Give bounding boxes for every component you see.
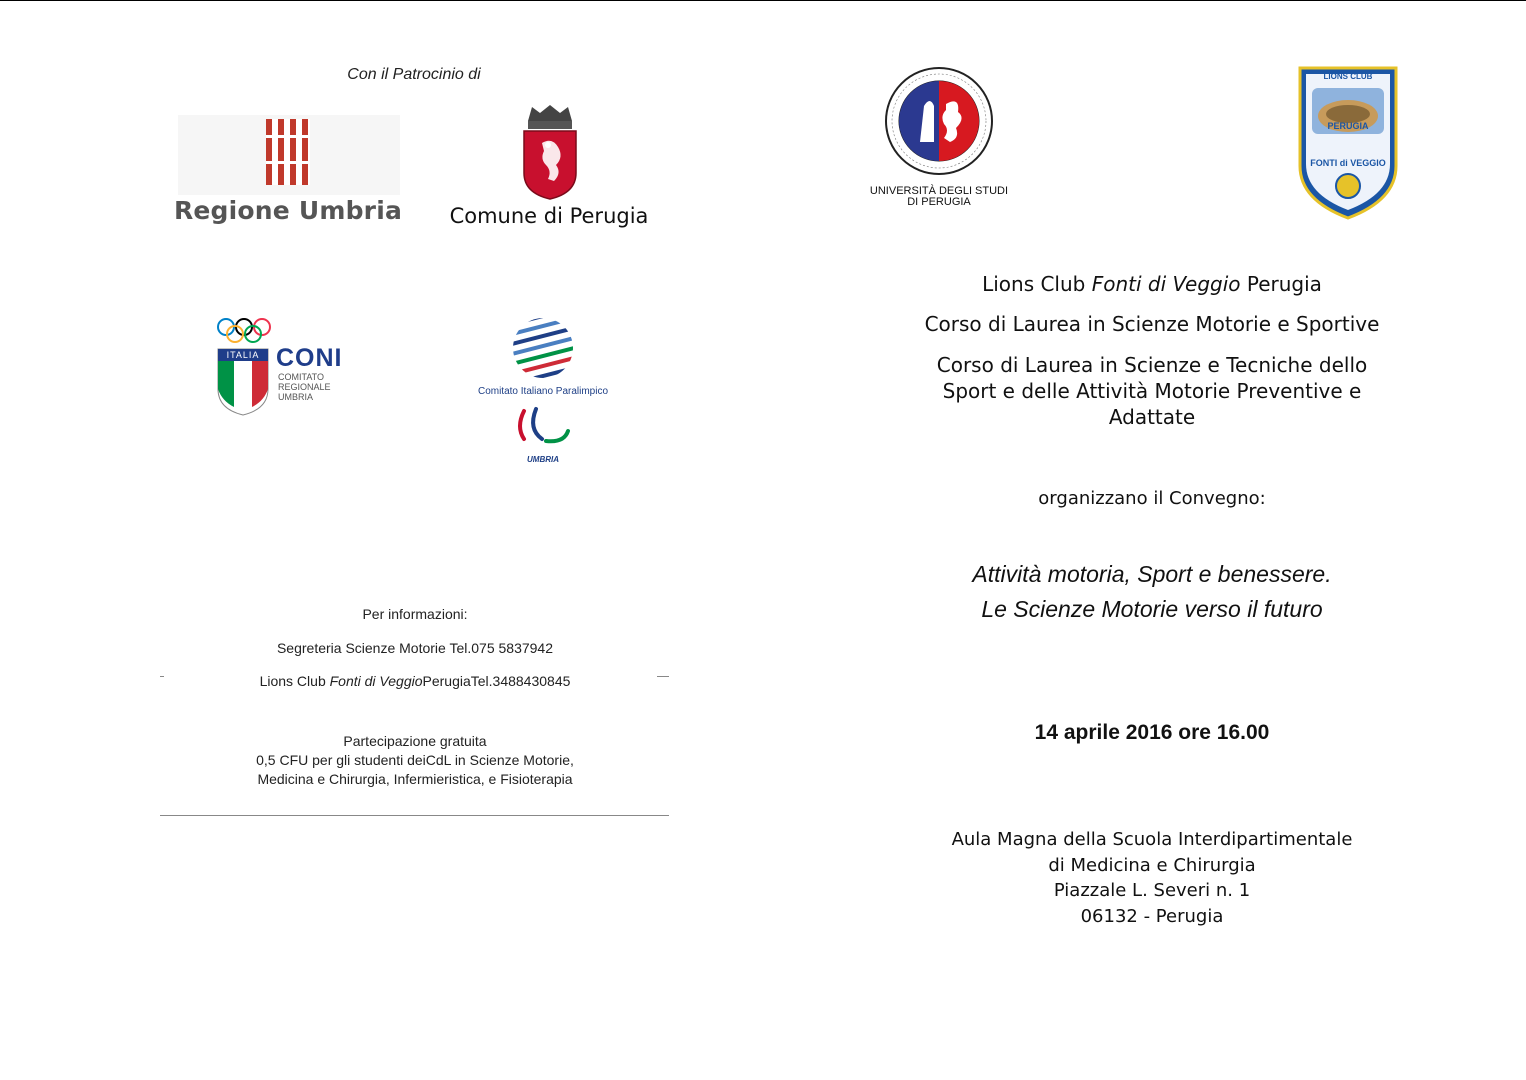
perugia-crest-icon (518, 103, 582, 201)
participation-info (160, 732, 670, 789)
organizer-corso-line: Adattate (1108, 405, 1196, 429)
coni-brand: CONI (276, 344, 343, 372)
coni-subtitle-line: UMBRIA (278, 392, 314, 402)
organizer-lions-suffix: Perugia (1240, 272, 1322, 296)
info-lions-italic: Fonti di Veggio (329, 673, 423, 689)
lions-club-badge (1298, 66, 1398, 220)
organizer-corso-scienze-motorie: Corso di Laurea in Scienze Motorie e Sportive (924, 312, 1380, 336)
university-caption-line: UNIVERSITÀ DEGLI STUDI (869, 185, 1009, 197)
top-border (0, 0, 1526, 1)
info-lions-suffix: PerugiaTel.3488430845 (422, 673, 571, 689)
convegno-title-line: Attività motoria, Sport e benessere. (972, 561, 1332, 587)
organizer-corso-line: Sport e delle Attività Motorie Preventive e (942, 379, 1362, 403)
event-venue (900, 827, 1404, 929)
lions-badge-name: FONTI di VEGGIO (1310, 158, 1386, 168)
info-segreteria: Segreteria Scienze Motorie Tel.075 5837942 (276, 640, 554, 656)
organizer-corso-scienze-tecniche (900, 352, 1404, 430)
info-lions (160, 673, 670, 689)
venue-line: Piazzale L. Severi n. 1 (1053, 880, 1251, 901)
agitos-icon (514, 405, 572, 449)
comune-perugia-caption: Comune di Perugia (449, 204, 649, 228)
venue-line: 06132 - Perugia (1080, 905, 1224, 927)
cip-caption: Comitato Italiano Paralimpico (477, 386, 609, 397)
organizer-lions-prefix: Lions Club (982, 272, 1092, 296)
venue-line: di Medicina e Chirurgia (1048, 854, 1256, 876)
university-seal-icon (884, 66, 994, 176)
university-caption (862, 186, 1016, 208)
italia-flag-label: ITALIA (226, 350, 260, 360)
participation-line: 0,5 CFU per gli studenti deiCdL in Scienze Motorie, (256, 752, 574, 768)
regione-umbria-emblem-icon (178, 115, 400, 195)
comune-perugia-logo (518, 103, 582, 201)
lions-club-badge-icon (1298, 66, 1398, 220)
bottom-divider (160, 815, 669, 816)
organizer-lions (900, 272, 1404, 296)
olympic-rings-icon (214, 316, 274, 344)
cip-globe-icon (504, 316, 582, 382)
participation-line: Partecipazione gratuita (343, 733, 487, 749)
venue-line: Aula Magna della Scuola Interdipartimentale (951, 829, 1353, 850)
cip-logo (504, 316, 582, 382)
coni-subtitle-line: REGIONALE (278, 382, 331, 392)
organizer-corso-line: Corso di Laurea in Scienze e Tecniche dello (936, 353, 1368, 377)
organizzano-label: organizzano il Convegno: (1038, 488, 1266, 509)
lions-badge-city: PERUGIA (1327, 121, 1369, 131)
lions-badge-top: LIONS CLUB (1323, 72, 1373, 81)
info-lions-prefix: Lions Club (259, 673, 330, 689)
coni-subtitle (278, 372, 358, 402)
paralympic-umbria-label: UMBRIA (527, 455, 559, 464)
patronage-label: Con il Patrocinio di (347, 66, 481, 83)
event-date: 14 aprile 2016 ore 16.00 (1034, 721, 1270, 744)
organizer-lions-italic: Fonti di Veggio (1091, 272, 1241, 296)
regione-umbria-caption: Regione Umbria (173, 196, 403, 225)
unipg-seal-logo (884, 66, 994, 176)
university-caption-line: DI PERUGIA (907, 196, 971, 208)
participation-line: Medicina e Chirurgia, Infermieristica, e Fisioterapia (257, 771, 573, 787)
convegno-title-line: Le Scienze Motorie verso il futuro (981, 596, 1323, 622)
paralympic-agitos-logo (514, 405, 572, 449)
coni-subtitle-line: COMITATO (278, 372, 324, 382)
info-title: Per informazioni: (362, 606, 468, 622)
